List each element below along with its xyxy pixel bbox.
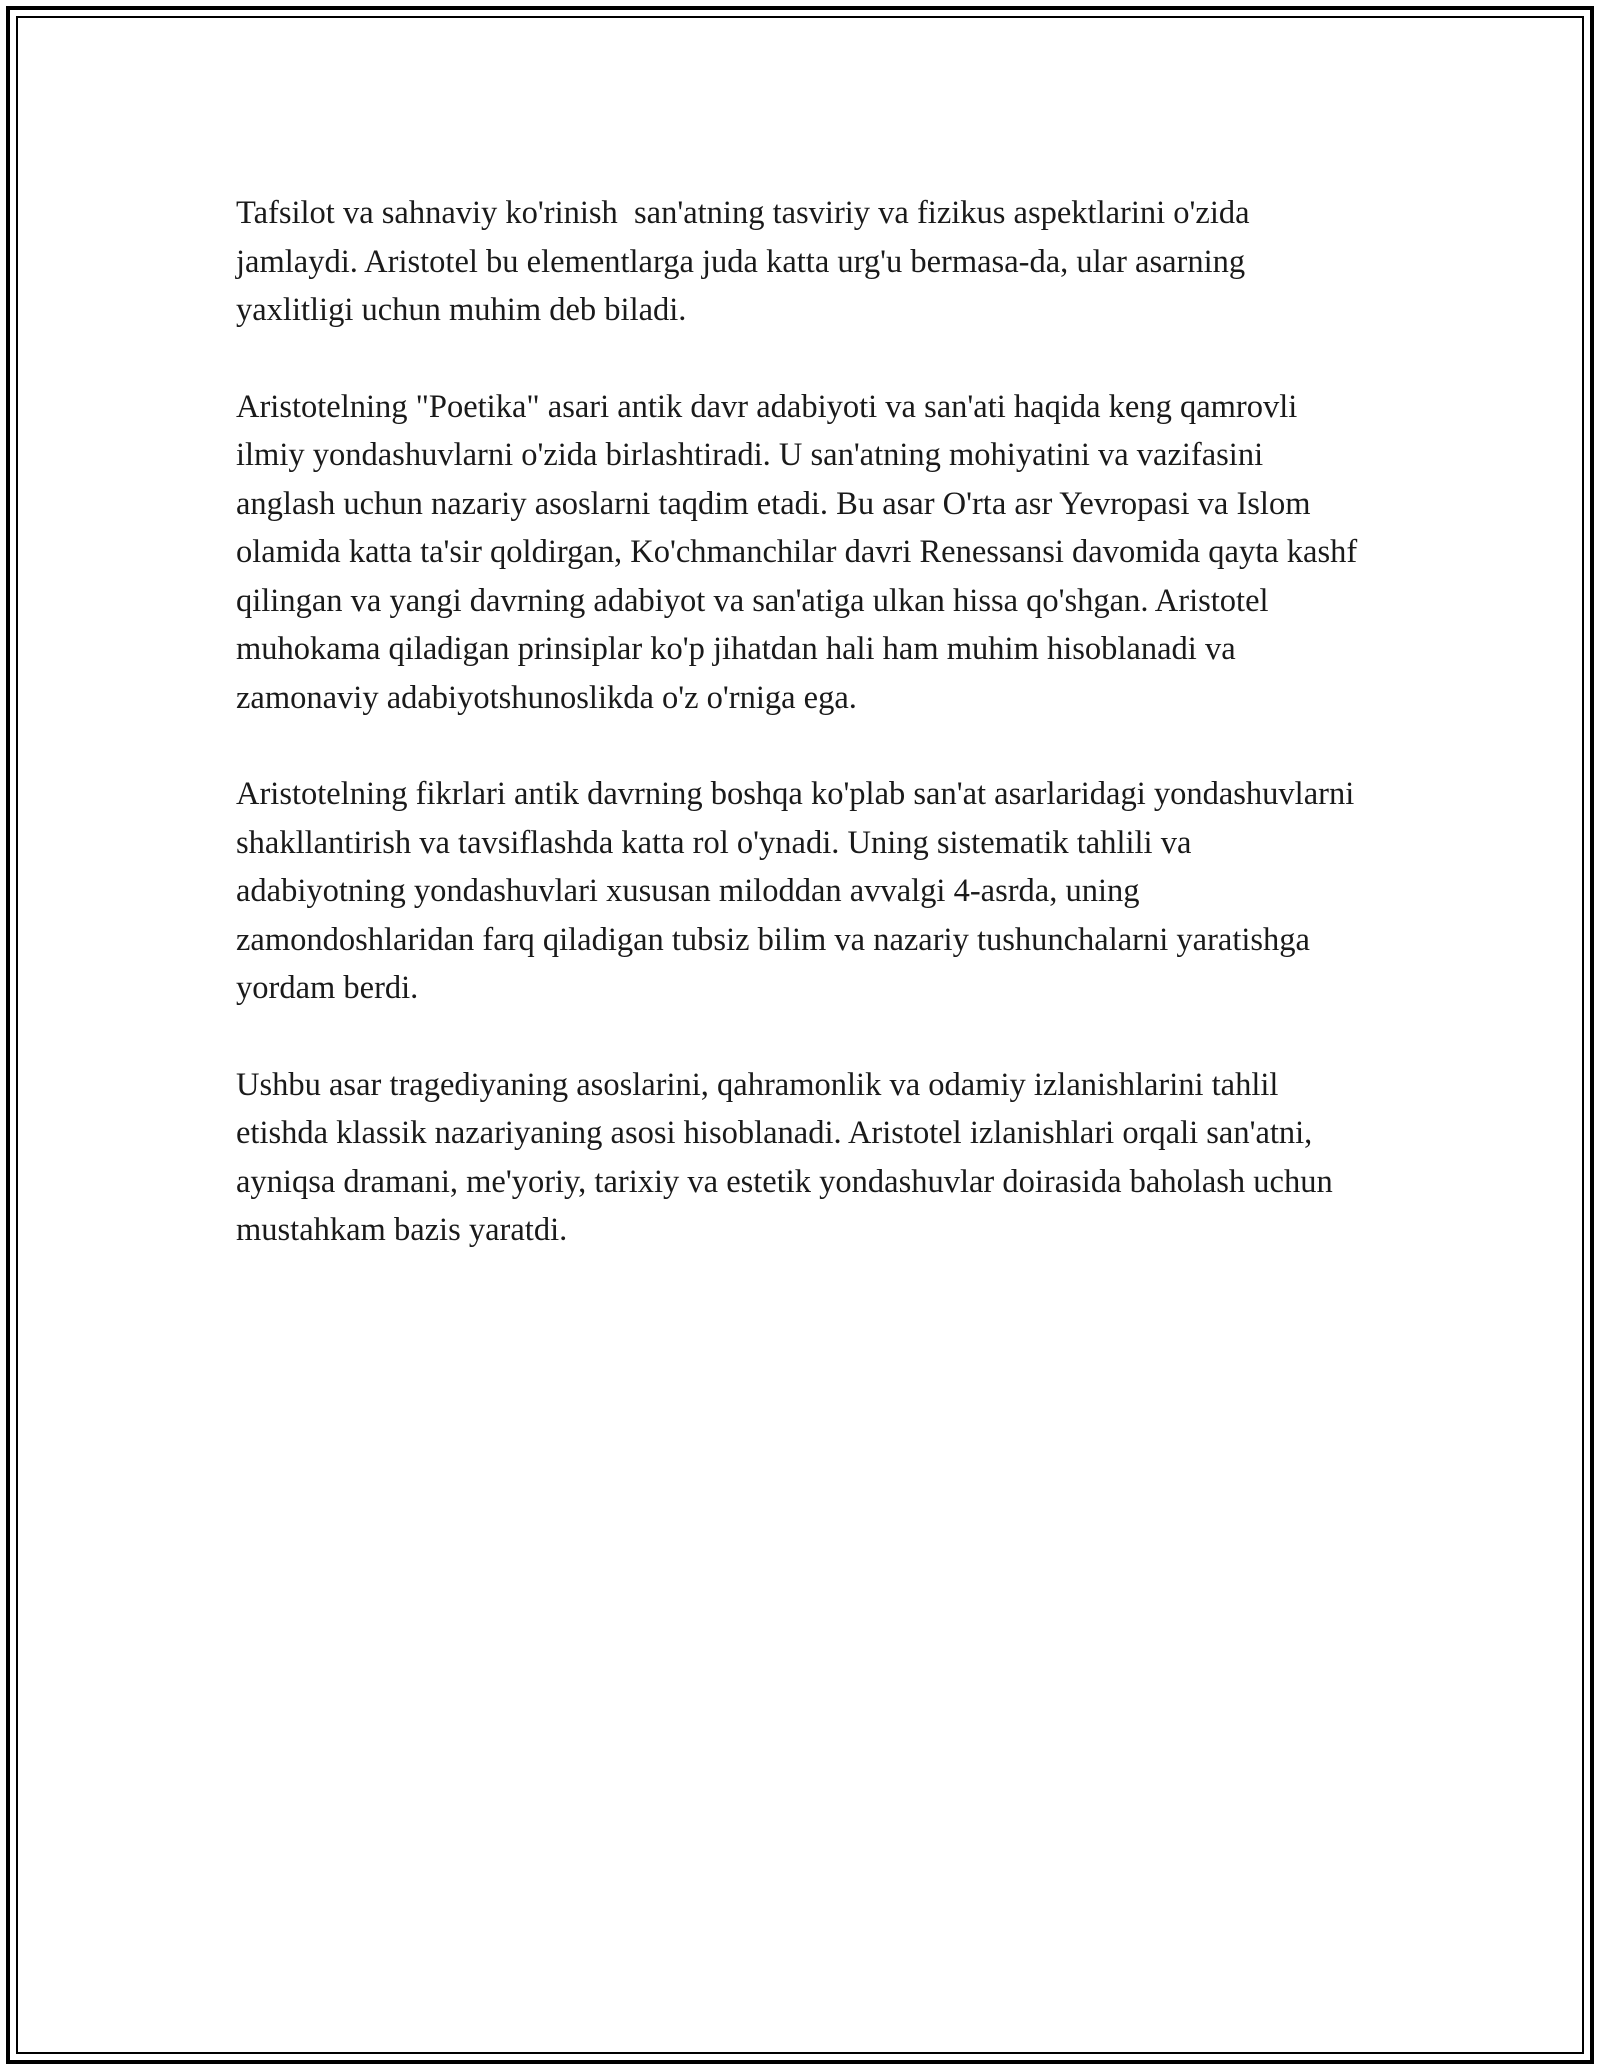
document-body <box>236 189 1366 1303</box>
paragraph-1: Tafsilot va sahnaviy ko'rinish san'atning tasviriy va fizikus aspektlarini o'zida jamlaydi. Aristotel bu elementlarga juda katta urg'u bermasa-da, ular asarning yaxlitligi uchun muhim deb biladi. <box>236 195 1258 328</box>
paragraph-4: Ushbu asar tragediyaning asoslarini, qahramonlik va odamiy izlanishlarini tahlil etishda klassik nazariyaning asosi hisoblanadi. Aristotel izlanishlari orqali san'atni, ayniqsa dramani, me'yoriy, tarixiy va estetik yondashuvlar doirasida baholash uchun mustahkam bazis yaratdi. <box>236 1066 1341 1248</box>
paragraph-3: Aristotelning fikrlari antik davrning boshqa ko'plab san'at asarlaridagi yondashuvlarni shakllantirish va tavsiflashda katta rol o'ynadi. Uning sistematik tahlili va adabiyotning yondashuvlari xususan miloddan avvalgi 4-asrda, uning zamondoshlaridan farq qiladigan tubsiz bilim va nazariy tushunchalarni yaratishga yordam berdi. <box>236 776 1363 1006</box>
paragraph-2: Aristotelning "Poetika" asari antik davr adabiyoti va san'ati haqida keng qamrovli ilmiy yondashuvlarni o'zida birlashtiradi. U san'atning mohiyatini va vazifasini anglash uchun nazariy asoslarni taqdim etadi. Bu asar O'rta asr Yevropasi va Islom olamida katta ta'sir qoldirgan, Ko'chmanchilar davri Renessansi davomida qayta kashf qilingan va yangi davrning adabiyot va san'atiga ulkan hissa qo'shgan. Aristotel muhokama qiladigan prinsiplar ko'p jihatdan hali ham muhim hisoblanadi va zamonaviy adabiyotshunoslikda o'z o'rniga ega. <box>236 388 1366 716</box>
